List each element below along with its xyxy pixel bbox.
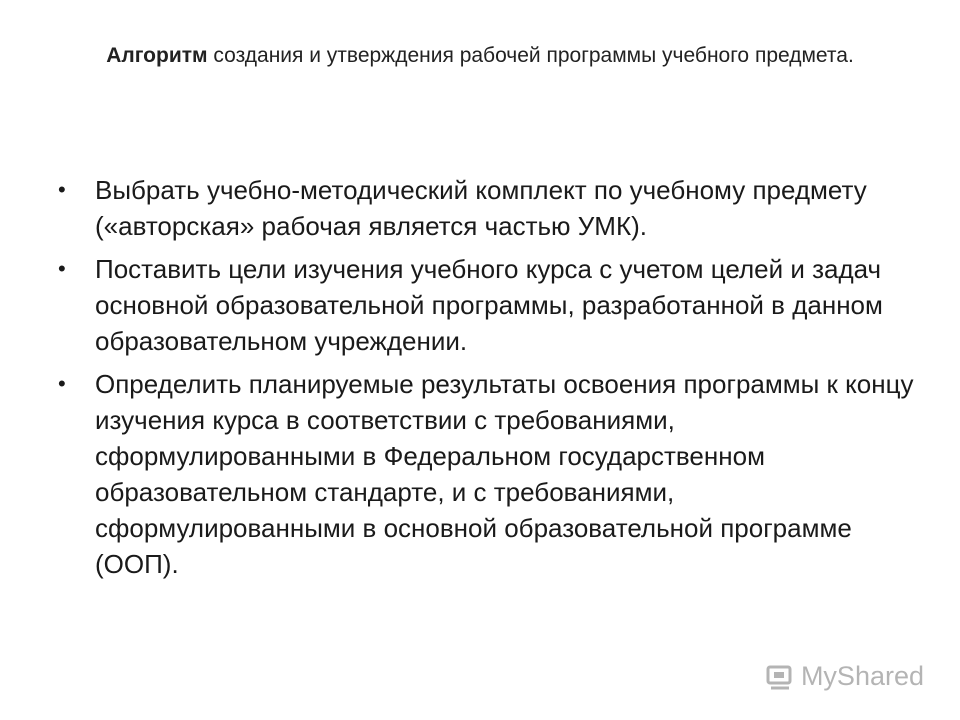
bullet-item: [58, 251, 918, 359]
slide-title: [60, 36, 900, 76]
watermark: [765, 661, 924, 692]
title-bold-part: Алгоритм: [106, 44, 208, 67]
bullet-text: Поставить цели изучения учебного курса с учетом целей и задач основной образовательной программы, разработанной в данном образовательном учреждении.: [95, 254, 883, 356]
myshared-logo-icon: [765, 664, 795, 690]
bullet-marker: •: [58, 371, 66, 396]
bullet-item: [58, 172, 918, 244]
bullet-list: [58, 172, 918, 589]
bullet-text: Выбрать учебно-методический комплект по учебному предмету («авторская» рабочая является частью УМК).: [95, 175, 867, 241]
bullet-item: [58, 366, 918, 582]
bullet-marker: •: [58, 256, 66, 281]
title-rest: создания и утверждения рабочей программы учебного предмета.: [207, 44, 854, 67]
watermark-text: MyShared: [800, 661, 924, 691]
bullet-text: Определить планируемые результаты освоения программы к концу изучения курса в соответствии с требованиями, сформулированными в Федеральном государственном образовательном стандарте, и с требованиями, сформулированными в основной образовательной программе (ООП).: [95, 369, 914, 579]
bullet-marker: •: [58, 177, 66, 202]
